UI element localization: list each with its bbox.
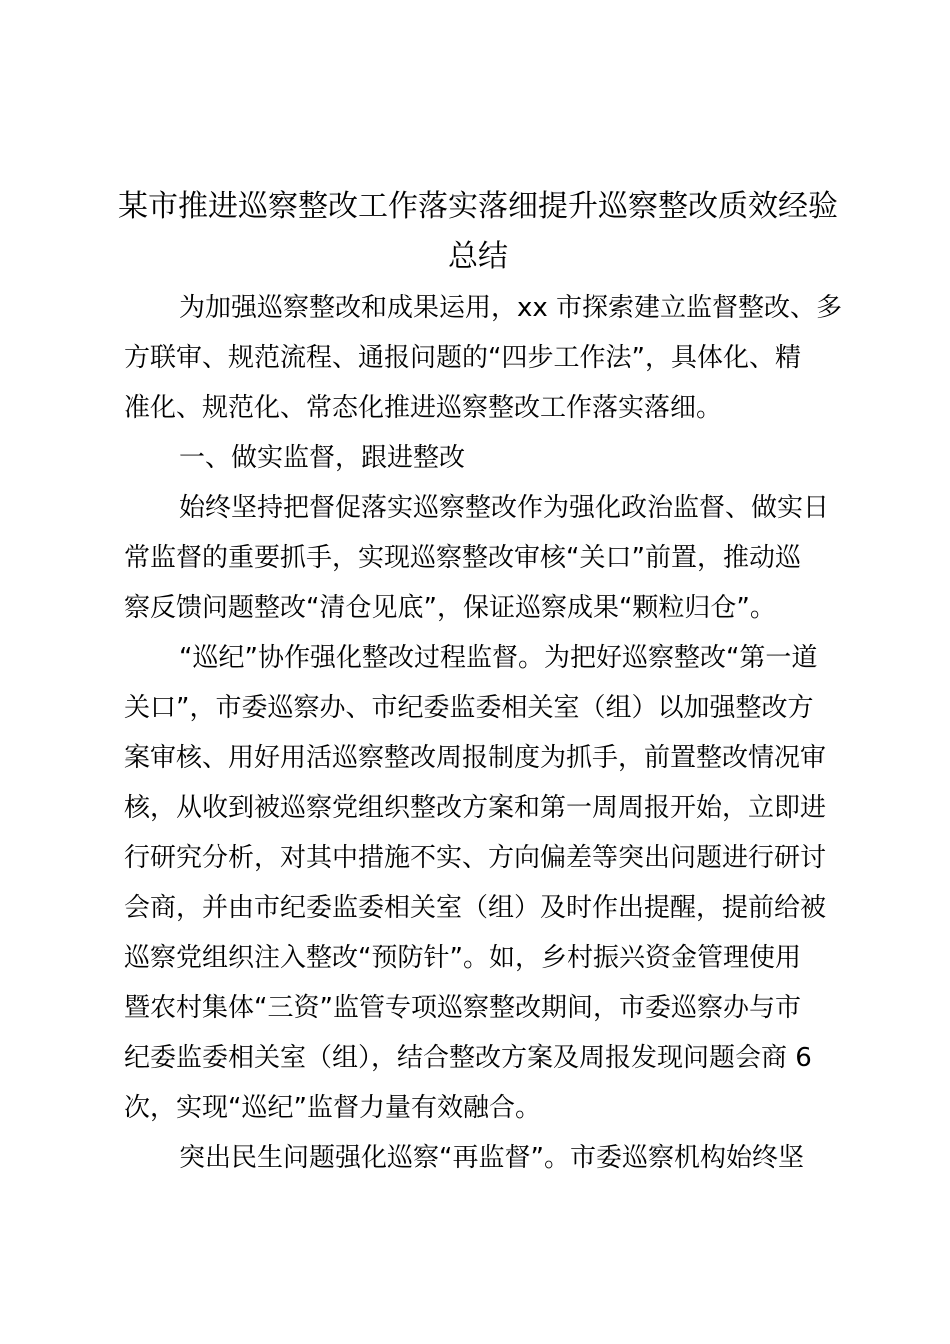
- document-title: [118, 182, 838, 282]
- paragraph-2-line-1: 始终坚持把督促落实巡察整改作为强化政治监督、做实日: [179, 493, 830, 523]
- paragraph-intro-line-1: 为加强巡察整改和成果运用，xx 市探索建立监督整改、多: [179, 293, 843, 323]
- title-line-1: 某市推进巡察整改工作落实落细提升巡察整改质效经验: [118, 189, 838, 224]
- paragraph-intro-line-2: 方联审、规范流程、通报问题的“四步工作法”，具体化、精: [124, 343, 801, 373]
- paragraph-3-line-10: 次，实现“巡纪”监督力量有效融合。: [124, 1093, 541, 1123]
- paragraph-3-line-5: 行研究分析，对其中措施不实、方向偏差等突出问题进行研讨: [124, 843, 827, 873]
- paragraph-3-line-2: 关口”，市委巡察办、市纪委监委相关室（组）以加强整改方: [124, 693, 814, 723]
- paragraph-2-line-2: 常监督的重要抓手，实现巡察整改审核“关口”前置，推动巡: [124, 543, 801, 573]
- paragraph-3-line-3: 案审核、用好用活巡察整改周报制度为抓手，前置整改情况审: [124, 743, 827, 773]
- paragraph-4-line-1: 突出民生问题强化巡察“再监督”。市委巡察机构始终坚: [179, 1143, 804, 1173]
- paragraph-3-line-6: 会商，并由市纪委监委相关室（组）及时作出提醒，提前给被: [124, 893, 827, 923]
- paragraph-3-line-8: 暨农村集体“三资”监管专项巡察整改期间，市委巡察办与市: [124, 993, 801, 1023]
- document-body: [124, 283, 843, 1183]
- section-heading-1: 一、做实监督，跟进整改: [179, 443, 466, 473]
- paragraph-2-line-3: 察反馈问题整改“清仓见底”，保证巡察成果“颗粒归仓”。: [124, 593, 776, 623]
- paragraph-intro-line-3: 准化、规范化、常态化推进巡察整改工作落实落细。: [124, 393, 723, 423]
- paragraph-3-line-1: “巡纪”协作强化整改过程监督。为把好巡察整改“第一道: [179, 643, 818, 673]
- title-line-2: 总结: [448, 239, 508, 274]
- paragraph-3-line-7: 巡察党组织注入整改“预防针”。如，乡村振兴资金管理使用: [124, 943, 801, 973]
- paragraph-3-line-4: 核，从收到被巡察党组织整改方案和第一周周报开始，立即进: [124, 793, 827, 823]
- paragraph-3-line-9: 纪委监委相关室（组），结合整改方案及周报发现问题会商 6: [124, 1043, 812, 1073]
